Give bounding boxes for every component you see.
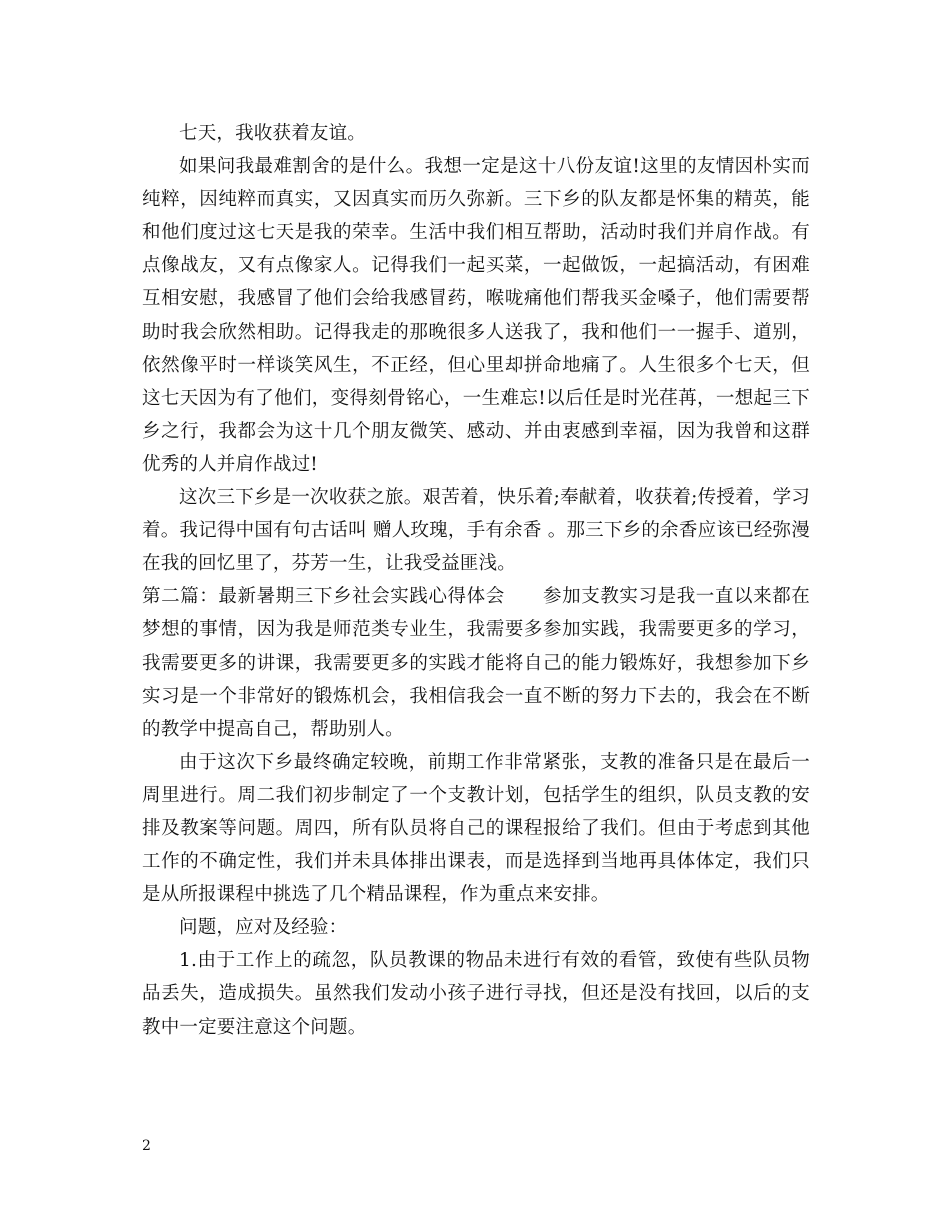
paragraph-friendship-heading: 七天，我收获着友谊。 [179,123,367,144]
paragraph-problems-heading: 问题，应对及经验： [179,917,348,939]
page-number: 2 [142,1138,151,1154]
paragraph-harvest-journey: 这次三下乡是一次收获之旅。艰苦着，快乐着;奉献着，收获着;传授着，学习着。我记得中国有句古话叫 赠人玫瑰，手有余香 。那三下乡的余香应该已经弥漫在我的回忆里了，芬芳一生，让我受益匪浅。 [142,487,810,575]
paragraph-second-article: 第二篇：最新暑期三下乡社会实践心得体会 参加支教实习是我一直以来都在梦想的事情，因为我是师范类专业生，我需要多参加实践，我需要更多的学习，我需要更多的讲课，我需要更多的实践才能将自己的能力锻炼好，我想参加下乡实习是一个非常好的锻炼机会，我相信我会一直不断的努力下去的，我会在不断的教学中提高自己，帮助别人。 [142,586,810,740]
paragraph-preparation: 由于这次下乡最终确定较晚，前期工作非常紧张，支教的准备只是在最后一周里进行。周二我们初步制定了一个支教计划，包括学生的组织，队员支教的安排及教案等问题。周四，所有队员将自己的课程报给了我们。但由于考虑到其他工作的不确定性，我们并未具体排出课表，而是选择到当地再具体体定，我们只是从所报课程中挑选了几个精品课程，作为重点来安排。 [142,751,810,906]
paragraph-problem-one: 1.由于工作上的疏忽，队员教课的物品未进行有效的看管，致使有些队员物品丢失，造成损失。虽然我们发动小孩子进行寻找，但还是没有找回，以后的支教中一定要注意这个问题。 [142,950,810,1038]
document-body [142,117,810,1044]
paragraph-friendship: 如果问我最难割舍的是什么。我想一定是这十八份友谊!这里的友情因朴实而纯粹，因纯粹而真实，又因真实而历久弥新。三下乡的队友都是怀集的精英，能和他们度过这七天是我的荣幸。生活中我们相互帮助，活动时我们并肩作战。有点像战友，又有点像家人。记得我们一起买菜，一起做饭，一起搞活动，有困难互相安慰，我感冒了他们会给我感冒药，喉咙痛他们帮我买金嗓子，他们需要帮助时我会欣然相助。记得我走的那晚很多人送我了，我和他们一一握手、道别，依然像平时一样谈笑风生，不正经，但心里却拼命地痛了。人生很多个七天，但这七天因为有了他们，变得刻骨铭心，一生难忘!以后任是时光荏苒，一想起三下乡之行，我都会为这十几个朋友微笑、感动、并由衷感到幸福，因为我曾和这群优秀的人并肩作战过! [142,156,810,475]
